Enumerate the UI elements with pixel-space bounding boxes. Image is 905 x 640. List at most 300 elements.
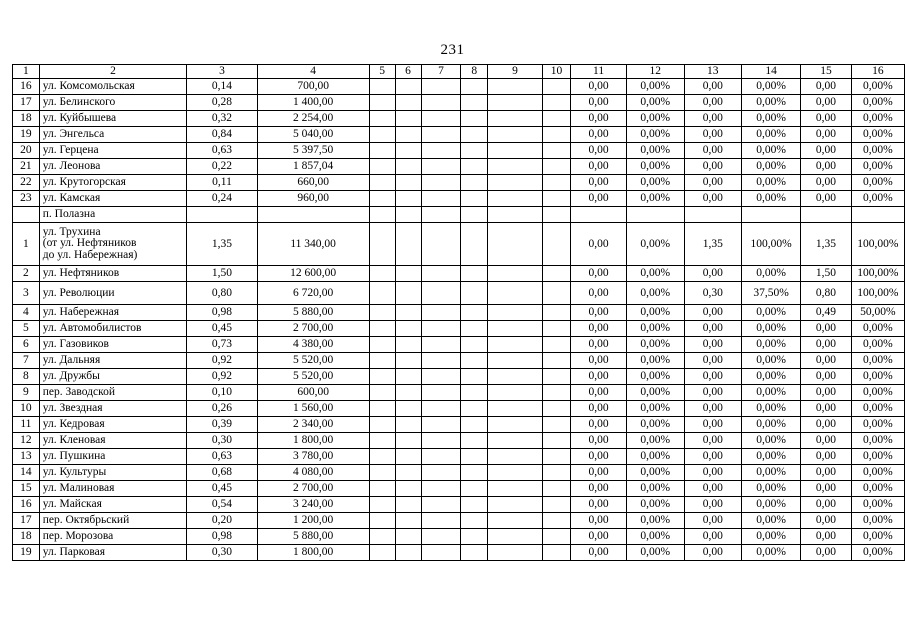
table-row [13,111,905,127]
street-name-cell: ул. Белинского [39,95,187,111]
empty-cell [395,369,421,385]
table-row [13,143,905,159]
amount-cell: 12 600,00 [257,266,369,282]
percent-col14-cell: 0,00% [741,513,800,529]
column-number-cell: 7 [421,65,461,79]
percent-col14-cell: 0,00% [741,337,800,353]
percent-col12-cell: 0,00% [626,143,684,159]
empty-cell [542,417,570,433]
value-col15-cell: 0,00 [801,353,851,369]
percent-col16-cell: 0,00% [851,321,904,337]
percent-col12-cell: 0,00% [626,111,684,127]
percent-col12-cell: 0,00% [626,481,684,497]
row-number-cell: 2 [13,266,40,282]
data-table [12,64,905,561]
column-number-cell: 6 [395,65,421,79]
value-col11-cell: 0,00 [571,95,627,111]
empty-cell [461,529,488,545]
empty-cell [461,305,488,321]
empty-cell [488,545,543,561]
value-col13-cell: 0,00 [684,266,741,282]
percent-col14-cell: 0,00% [741,369,800,385]
table-row [13,433,905,449]
empty-cell [421,385,461,401]
table-row [13,321,905,337]
percent-col12-cell: 0,00% [626,191,684,207]
empty-cell [488,95,543,111]
table-row [13,79,905,95]
empty-cell [421,529,461,545]
row-number-cell: 11 [13,417,40,433]
column-number-cell: 13 [684,65,741,79]
value-col11-cell: 0,00 [571,529,627,545]
street-name-cell: пер. Морозова [39,529,187,545]
value-col11-cell: 0,00 [571,159,627,175]
empty-cell [488,385,543,401]
empty-cell [369,497,395,513]
column-number-cell: 1 [13,65,40,79]
value-col11-cell: 0,00 [571,127,627,143]
percent-col16-cell: 50,00% [851,305,904,321]
percent-col14-cell: 0,00% [741,385,800,401]
empty-cell [488,481,543,497]
empty-cell [461,497,488,513]
row-number-cell: 17 [13,513,40,529]
empty-cell [461,545,488,561]
amount-cell: 2 254,00 [257,111,369,127]
percent-col16-cell: 0,00% [851,529,904,545]
empty-cell [542,401,570,417]
length-cell: 0,80 [187,282,257,305]
percent-col16-cell: 100,00% [851,266,904,282]
amount-cell: 5 040,00 [257,127,369,143]
empty-cell [369,401,395,417]
empty-cell [488,191,543,207]
empty-cell [421,545,461,561]
value-col13-cell: 1,35 [684,223,741,266]
value-col11-cell: 0,00 [571,175,627,191]
value-col11-cell: 0,00 [571,191,627,207]
amount-cell: 600,00 [257,385,369,401]
value-col15-cell: 0,00 [801,159,851,175]
table-row [13,545,905,561]
value-col13-cell: 0,00 [684,159,741,175]
empty-cell [542,449,570,465]
percent-col14-cell: 0,00% [741,79,800,95]
empty-cell [369,143,395,159]
percent-col14-cell [741,207,800,223]
street-name-cell: ул. Нефтяников [39,266,187,282]
length-cell: 0,11 [187,175,257,191]
column-number-cell: 2 [39,65,187,79]
empty-cell [488,353,543,369]
street-name-cell: ул. Куйбышева [39,111,187,127]
empty-cell [461,111,488,127]
value-col13-cell: 0,00 [684,353,741,369]
empty-cell [488,79,543,95]
column-number-cell: 12 [626,65,684,79]
empty-cell [395,513,421,529]
percent-col16-cell: 0,00% [851,545,904,561]
amount-cell: 2 700,00 [257,321,369,337]
empty-cell [421,369,461,385]
percent-col16-cell: 0,00% [851,79,904,95]
empty-cell [395,497,421,513]
empty-cell [542,465,570,481]
empty-cell [488,143,543,159]
empty-cell [421,266,461,282]
empty-cell [421,143,461,159]
empty-cell [369,513,395,529]
amount-cell: 4 380,00 [257,337,369,353]
empty-cell [369,207,395,223]
percent-col16-cell: 0,00% [851,449,904,465]
value-col13-cell: 0,00 [684,513,741,529]
column-number-cell: 5 [369,65,395,79]
empty-cell [488,111,543,127]
value-col15-cell: 0,00 [801,79,851,95]
empty-cell [461,433,488,449]
percent-col12-cell: 0,00% [626,159,684,175]
empty-cell [542,95,570,111]
empty-cell [395,143,421,159]
value-col11-cell: 0,00 [571,433,627,449]
value-col11-cell: 0,00 [571,223,627,266]
table-row [13,95,905,111]
empty-cell [395,337,421,353]
empty-cell [421,337,461,353]
empty-cell [461,513,488,529]
percent-col16-cell: 0,00% [851,191,904,207]
percent-col16-cell: 0,00% [851,143,904,159]
empty-cell [488,266,543,282]
column-number-cell: 3 [187,65,257,79]
street-name-cell: пер. Заводской [39,385,187,401]
empty-cell [461,369,488,385]
empty-cell [421,111,461,127]
street-name-cell: ул. Малиновая [39,481,187,497]
value-col13-cell: 0,00 [684,79,741,95]
value-col13-cell: 0,00 [684,401,741,417]
table-row [13,449,905,465]
value-col15-cell: 0,00 [801,401,851,417]
value-col11-cell: 0,00 [571,417,627,433]
percent-col12-cell: 0,00% [626,513,684,529]
empty-cell [395,127,421,143]
percent-col16-cell: 100,00% [851,223,904,266]
row-number-cell: 17 [13,95,40,111]
street-name-cell: ул. Энгельса [39,127,187,143]
street-name-cell: ул. Комсомольская [39,79,187,95]
percent-col16-cell: 0,00% [851,111,904,127]
empty-cell [369,353,395,369]
percent-col14-cell: 0,00% [741,417,800,433]
value-col15-cell: 0,00 [801,417,851,433]
page-number: 231 [440,42,465,58]
empty-cell [421,321,461,337]
percent-col14-cell: 0,00% [741,127,800,143]
value-col11-cell: 0,00 [571,465,627,481]
empty-cell [542,223,570,266]
empty-cell [461,282,488,305]
row-number-cell: 22 [13,175,40,191]
amount-cell: 5 397,50 [257,143,369,159]
empty-cell [421,417,461,433]
empty-cell [395,417,421,433]
value-col15-cell: 0,00 [801,111,851,127]
value-col13-cell [684,207,741,223]
percent-col12-cell: 0,00% [626,529,684,545]
row-number-cell: 19 [13,127,40,143]
value-col15-cell: 1,50 [801,266,851,282]
empty-cell [421,175,461,191]
percent-col16-cell: 0,00% [851,337,904,353]
empty-cell [461,385,488,401]
amount-cell: 660,00 [257,175,369,191]
percent-col16-cell: 0,00% [851,369,904,385]
value-col13-cell: 0,30 [684,282,741,305]
table-row [13,191,905,207]
empty-cell [421,282,461,305]
column-number-cell: 11 [571,65,627,79]
value-col13-cell: 0,00 [684,449,741,465]
table-row [13,385,905,401]
empty-cell [542,127,570,143]
empty-cell [395,481,421,497]
percent-col14-cell: 0,00% [741,95,800,111]
percent-col12-cell: 0,00% [626,385,684,401]
empty-cell [421,353,461,369]
empty-cell [421,481,461,497]
column-number-cell: 8 [461,65,488,79]
percent-col12-cell: 0,00% [626,95,684,111]
percent-col12-cell: 0,00% [626,79,684,95]
length-cell: 0,14 [187,79,257,95]
value-col13-cell: 0,00 [684,385,741,401]
empty-cell [542,207,570,223]
street-name-cell: ул. Газовиков [39,337,187,353]
value-col11-cell: 0,00 [571,337,627,353]
empty-cell [395,111,421,127]
percent-col16-cell: 0,00% [851,513,904,529]
empty-cell [488,513,543,529]
empty-cell [542,79,570,95]
empty-cell [421,223,461,266]
empty-cell [369,159,395,175]
value-col11-cell [571,207,627,223]
empty-cell [395,223,421,266]
table-row [13,513,905,529]
table-row [13,223,905,266]
row-number-cell: 14 [13,465,40,481]
street-name-cell: ул. Трухина (от ул. Нефтяников до ул. Набережная) [39,223,187,266]
column-number-cell: 16 [851,65,904,79]
street-name-cell: ул. Культуры [39,465,187,481]
table-row [13,207,905,223]
amount-cell: 1 400,00 [257,95,369,111]
amount-cell: 1 800,00 [257,433,369,449]
table-row [13,282,905,305]
percent-col14-cell: 0,00% [741,175,800,191]
empty-cell [461,175,488,191]
value-col15-cell: 0,00 [801,337,851,353]
value-col15-cell: 0,00 [801,433,851,449]
street-name-cell: ул. Герцена [39,143,187,159]
empty-cell [461,449,488,465]
empty-cell [369,282,395,305]
percent-col14-cell: 0,00% [741,449,800,465]
empty-cell [369,385,395,401]
percent-col12-cell: 0,00% [626,223,684,266]
value-col15-cell: 0,00 [801,497,851,513]
empty-cell [421,159,461,175]
empty-cell [488,282,543,305]
value-col13-cell: 0,00 [684,369,741,385]
empty-cell [395,449,421,465]
value-col13-cell: 0,00 [684,497,741,513]
amount-cell: 700,00 [257,79,369,95]
length-cell: 0,98 [187,529,257,545]
empty-cell [369,127,395,143]
percent-col12-cell: 0,00% [626,282,684,305]
row-number-cell: 16 [13,497,40,513]
empty-cell [369,79,395,95]
row-number-cell: 10 [13,401,40,417]
street-name-cell: п. Полазна [39,207,187,223]
percent-col14-cell: 0,00% [741,497,800,513]
empty-cell [542,497,570,513]
value-col11-cell: 0,00 [571,497,627,513]
length-cell: 0,32 [187,111,257,127]
value-col13-cell: 0,00 [684,337,741,353]
percent-col12-cell: 0,00% [626,266,684,282]
street-name-cell: ул. Кедровая [39,417,187,433]
empty-cell [421,191,461,207]
percent-col12-cell [626,207,684,223]
empty-cell [461,401,488,417]
empty-cell [461,95,488,111]
percent-col12-cell: 0,00% [626,497,684,513]
street-name-cell: ул. Майская [39,497,187,513]
value-col15-cell: 0,49 [801,305,851,321]
value-col11-cell: 0,00 [571,385,627,401]
value-col11-cell: 0,00 [571,111,627,127]
row-number-cell: 23 [13,191,40,207]
empty-cell [542,175,570,191]
amount-cell: 1 560,00 [257,401,369,417]
empty-cell [488,207,543,223]
empty-cell [395,95,421,111]
empty-cell [395,282,421,305]
percent-col16-cell: 0,00% [851,497,904,513]
street-name-cell: ул. Автомобилистов [39,321,187,337]
empty-cell [421,95,461,111]
length-cell: 0,92 [187,353,257,369]
empty-cell [542,143,570,159]
empty-cell [488,449,543,465]
percent-col12-cell: 0,00% [626,401,684,417]
empty-cell [461,143,488,159]
value-col13-cell: 0,00 [684,465,741,481]
empty-cell [542,321,570,337]
column-number-cell: 4 [257,65,369,79]
percent-col14-cell: 0,00% [741,143,800,159]
empty-cell [488,127,543,143]
length-cell: 0,54 [187,497,257,513]
empty-cell [395,175,421,191]
percent-col12-cell: 0,00% [626,175,684,191]
length-cell: 0,28 [187,95,257,111]
row-number-cell: 15 [13,481,40,497]
empty-cell [395,79,421,95]
percent-col16-cell: 0,00% [851,353,904,369]
empty-cell [369,465,395,481]
street-name-cell: ул. Пушкина [39,449,187,465]
column-number-cell: 14 [741,65,800,79]
amount-cell: 1 800,00 [257,545,369,561]
empty-cell [488,529,543,545]
row-number-cell: 12 [13,433,40,449]
table-row [13,175,905,191]
empty-cell [461,465,488,481]
length-cell: 0,68 [187,465,257,481]
value-col11-cell: 0,00 [571,321,627,337]
length-cell: 0,24 [187,191,257,207]
street-name-cell: ул. Дружбы [39,369,187,385]
value-col11-cell: 0,00 [571,305,627,321]
street-name-cell: ул. Революции [39,282,187,305]
empty-cell [488,497,543,513]
empty-cell [369,95,395,111]
value-col13-cell: 0,00 [684,481,741,497]
percent-col12-cell: 0,00% [626,417,684,433]
percent-col16-cell: 0,00% [851,401,904,417]
value-col13-cell: 0,00 [684,111,741,127]
value-col13-cell: 0,00 [684,433,741,449]
empty-cell [461,321,488,337]
empty-cell [542,282,570,305]
percent-col16-cell: 0,00% [851,433,904,449]
empty-cell [421,465,461,481]
empty-cell [461,417,488,433]
column-number-cell: 9 [488,65,543,79]
percent-col14-cell: 0,00% [741,529,800,545]
empty-cell [488,321,543,337]
empty-cell [542,385,570,401]
value-col15-cell: 0,00 [801,481,851,497]
value-col11-cell: 0,00 [571,545,627,561]
empty-cell [395,305,421,321]
length-cell: 0,84 [187,127,257,143]
value-col11-cell: 0,00 [571,282,627,305]
value-col15-cell: 0,00 [801,191,851,207]
empty-cell [488,337,543,353]
length-cell: 0,45 [187,321,257,337]
value-col13-cell: 0,00 [684,417,741,433]
value-col15-cell: 0,00 [801,465,851,481]
empty-cell [369,369,395,385]
row-number-cell: 9 [13,385,40,401]
value-col11-cell: 0,00 [571,266,627,282]
value-col11-cell: 0,00 [571,449,627,465]
empty-cell [461,191,488,207]
empty-cell [395,266,421,282]
empty-cell [421,433,461,449]
percent-col16-cell: 0,00% [851,95,904,111]
value-col15-cell: 0,00 [801,127,851,143]
empty-cell [461,159,488,175]
value-col13-cell: 0,00 [684,305,741,321]
